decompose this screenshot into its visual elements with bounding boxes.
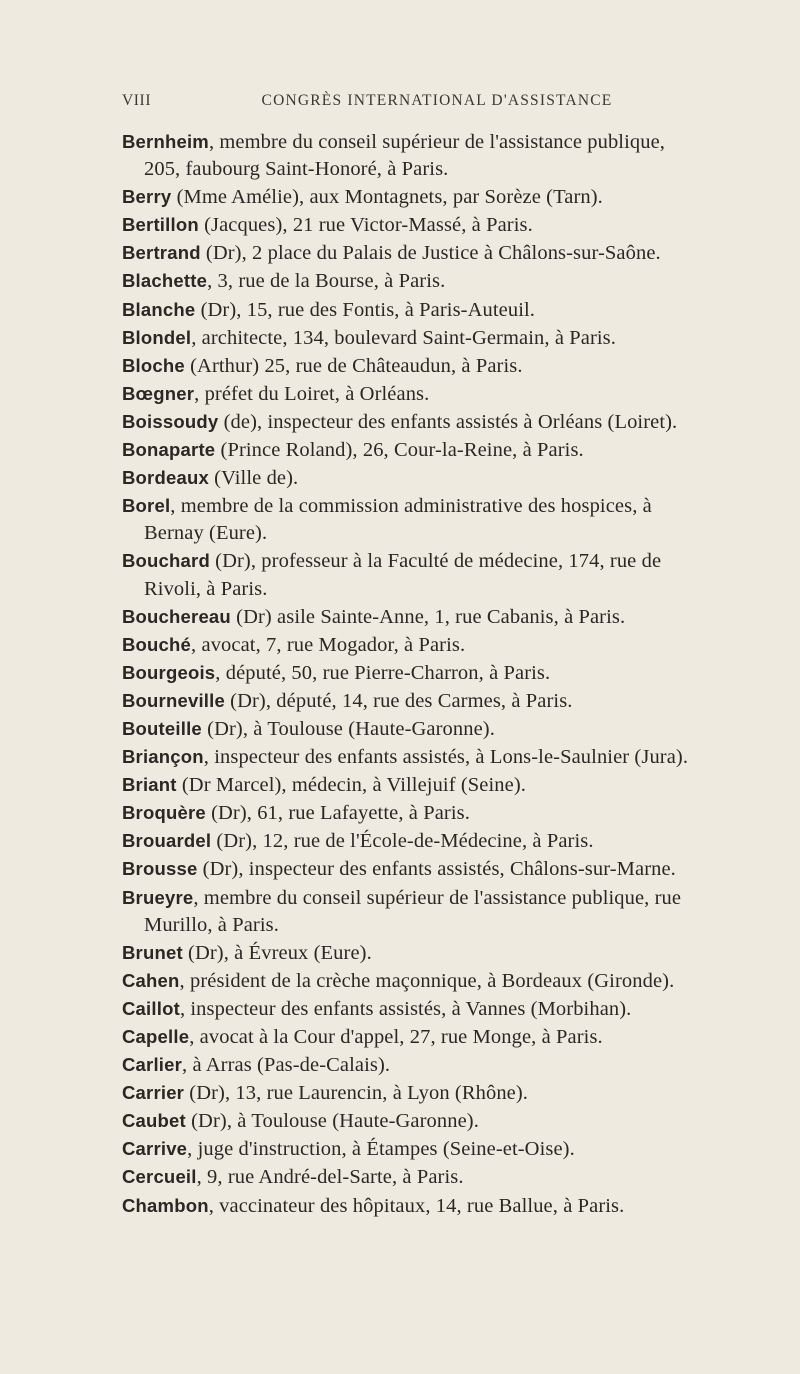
list-item [122, 547, 692, 602]
entry-text: , vaccinateur des hôpitaux, 14, rue Ballue, à Paris. [208, 1194, 625, 1217]
list-item [122, 239, 692, 267]
entry-name: Bertrand [122, 242, 201, 264]
entry-name: Bernheim [122, 131, 209, 152]
entry-text: (Dr), 13, rue Laurencin, à Lyon (Rhône). [184, 1082, 529, 1105]
entry-text: (Jacques), 21 rue Victor-Massé, à Paris. [198, 214, 533, 237]
list-item [122, 939, 692, 967]
entry-name: Bouchard [122, 550, 210, 572]
entry-text: , juge d'instruction, à Étampes (Seine-et-Oise). [187, 1138, 575, 1161]
entry-name: Bouché [122, 633, 192, 655]
list-item [122, 743, 692, 771]
entry-text: (de), inspecteur des enfants assistés à Orléans (Loiret). [218, 410, 678, 433]
list-item [122, 380, 692, 408]
running-title: CONGRÈS INTERNATIONAL D'ASSISTANCE [261, 92, 613, 109]
entry-name: Bourneville [122, 689, 225, 711]
entry-text: (Dr), 15, rue des Fontis, à Paris-Auteuil. [195, 298, 536, 321]
entry-name: Bouteille [122, 717, 202, 739]
entry-text: , membre du conseil supérieur de l'assistance publique, rue Murillo, à Paris. [144, 886, 682, 936]
entry-name: Chambon [122, 1194, 209, 1216]
entry-name: Bouchereau [122, 605, 231, 627]
entry-name: Caillot [122, 997, 180, 1019]
entry-name: Caubet [122, 1110, 186, 1132]
list-item [122, 1192, 692, 1220]
page-number: VIII [122, 92, 152, 109]
entry-text: , inspecteur des enfants assistés, à Vannes (Morbihan). [179, 997, 632, 1020]
entry-text: , à Arras (Pas-de-Calais). [182, 1054, 391, 1077]
list-item [122, 715, 692, 743]
list-item [122, 183, 692, 211]
list-item [122, 128, 692, 183]
list-item [122, 967, 692, 995]
list-item [122, 464, 692, 492]
list-item [122, 296, 692, 324]
entry-text: (Ville de). [208, 467, 299, 490]
list-item [122, 1135, 692, 1163]
entry-text: , membre de la commission administrative des hospices, à Bernay (Eure). [144, 495, 652, 545]
entry-name: Boissoudy [122, 410, 219, 432]
entry-text: , architecte, 134, boulevard Saint-Germain, à Paris. [191, 326, 616, 349]
list-item [122, 436, 692, 464]
entry-name: Borel [122, 495, 171, 517]
entry-text: (Dr Marcel), médecin, à Villejuif (Seine). [176, 774, 527, 797]
entry-text: (Dr), professeur à la Faculté de médecine, 174, rue de Rivoli, à Paris. [144, 550, 662, 600]
entry-text: , membre du conseil supérieur de l'assistance publique, 205, faubourg Saint-Honoré, à Paris. [144, 131, 666, 181]
entry-text: , inspecteur des enfants assistés, à Lons-le-Saulnier (Jura). [203, 746, 689, 769]
entry-text: (Dr), 2 place du Palais de Justice à Châlons-sur-Saône. [200, 242, 661, 265]
entry-text: (Dr), à Évreux (Eure). [182, 941, 372, 964]
entry-name: Bourgeois [122, 661, 216, 683]
list-item [122, 324, 692, 352]
entry-text: , avocat à la Cour d'appel, 27, rue Monge, à Paris. [189, 1026, 603, 1048]
list-item [122, 603, 692, 631]
entry-name: Brouardel [122, 830, 212, 852]
entry-name: Capelle [122, 1026, 190, 1047]
entry-text: , 3, rue de la Bourse, à Paris. [207, 270, 446, 293]
entry-text: (Dr), député, 14, rue des Carmes, à Paris. [224, 689, 573, 712]
entry-name: Bordeaux [122, 467, 209, 489]
list-item [122, 1051, 692, 1079]
entry-name: Brunet [122, 941, 183, 963]
entry-name: Carrier [122, 1082, 185, 1104]
list-item [122, 1163, 692, 1191]
entry-text: (Arthur) 25, rue de Châteaudun, à Paris. [184, 354, 523, 377]
entry-text: , président de la crèche maçonnique, à Bordeaux (Gironde). [179, 969, 675, 992]
entry-text: (Dr), inspecteur des enfants assistés, Châlons-sur-Marne. [197, 858, 676, 881]
list-item [122, 1079, 692, 1107]
entry-name: Berry [122, 186, 172, 208]
list-item [122, 408, 692, 436]
list-item [122, 352, 692, 380]
entry-text: (Prince Roland), 26, Cour-la-Reine, à Paris. [215, 439, 584, 462]
entry-name: Bonaparte [122, 439, 216, 461]
entry-text: (Dr), à Toulouse (Haute-Garonne). [201, 717, 495, 740]
entry-text: (Mme Amélie), aux Montagnets, par Sorèze (Tarn). [171, 186, 603, 209]
entry-list [122, 128, 692, 1220]
entry-name: Briant [122, 774, 177, 796]
entry-text: , avocat, 7, rue Mogador, à Paris. [191, 633, 466, 656]
list-item [122, 492, 692, 547]
list-item [122, 659, 692, 687]
entry-name: Carlier [122, 1054, 183, 1076]
entry-name: Briançon [122, 746, 204, 768]
entry-text: (Dr), 61, rue Lafayette, à Paris. [205, 802, 470, 825]
list-item [122, 211, 692, 239]
list-item [122, 995, 692, 1023]
entry-text: , 9, rue André-del-Sarte, à Paris. [196, 1166, 464, 1189]
entry-name: Cercueil [122, 1166, 197, 1188]
entry-text: (Dr), à Toulouse (Haute-Garonne). [185, 1110, 479, 1133]
list-item [122, 799, 692, 827]
entry-name: Bœgner [122, 382, 195, 404]
running-header [122, 92, 692, 110]
entry-name: Brousse [122, 858, 198, 880]
list-item [122, 1023, 692, 1051]
entry-text: (Dr) asile Sainte-Anne, 1, rue Cabanis, à Paris. [230, 605, 626, 628]
list-item [122, 771, 692, 799]
entry-name: Bloche [122, 354, 185, 376]
list-item [122, 884, 692, 939]
entry-name: Bertillon [122, 214, 199, 236]
entry-name: Cahen [122, 969, 180, 991]
entry-name: Carrive [122, 1138, 188, 1160]
entry-text: , préfet du Loiret, à Orléans. [194, 382, 430, 405]
entry-name: Blachette [122, 270, 208, 292]
list-item [122, 687, 692, 715]
entry-text: , député, 50, rue Pierre-Charron, à Paris. [215, 661, 551, 684]
entry-name: Brueyre [122, 886, 194, 908]
list-item [122, 855, 692, 883]
entry-name: Blondel [122, 326, 192, 348]
list-item [122, 631, 692, 659]
list-item [122, 267, 692, 295]
list-item [122, 827, 692, 855]
entry-name: Broquère [122, 802, 206, 824]
entry-text: (Dr), 12, rue de l'École-de-Médecine, à Paris. [211, 830, 594, 853]
list-item [122, 1107, 692, 1135]
entry-name: Blanche [122, 298, 196, 320]
